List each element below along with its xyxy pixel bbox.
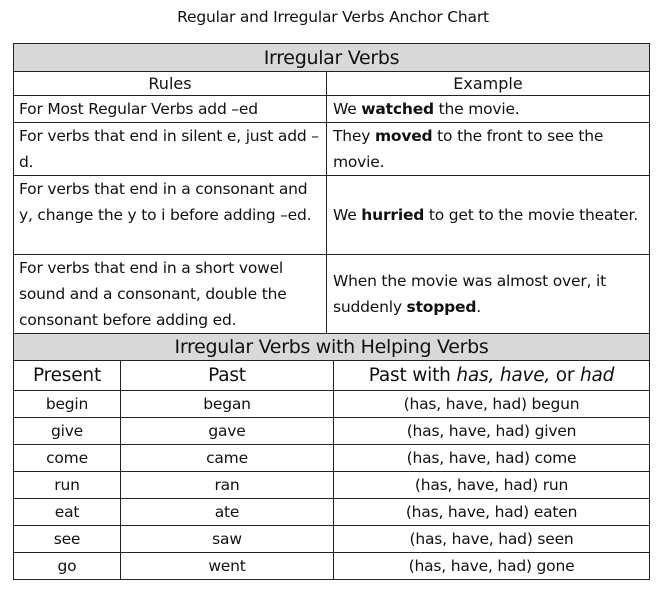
participle-cell: (has, have, had) eaten [334, 499, 650, 526]
past-cell: went [121, 553, 334, 580]
table-row [14, 553, 650, 580]
present-column-header: Present [14, 361, 121, 391]
rule-text: For Most Regular Verbs add –ed [14, 96, 327, 123]
present-cell: see [14, 526, 121, 553]
rule-row [14, 176, 650, 255]
regular-verbs-table [13, 43, 650, 334]
irregular-verbs-table [13, 333, 650, 580]
present-cell: come [14, 445, 121, 472]
table-row [14, 418, 650, 445]
rule-row [14, 123, 650, 176]
example-text: They moved to the front to see the movie. [327, 123, 650, 176]
participle-cell: (has, have, had) seen [334, 526, 650, 553]
example-text: We watched the movie. [327, 96, 650, 123]
past-cell: saw [121, 526, 334, 553]
table-row [14, 472, 650, 499]
section2-heading: Irregular Verbs with Helping Verbs [14, 334, 650, 361]
example-text: We hurried to get to the movie theater. [327, 176, 650, 255]
example-verb: moved [374, 127, 433, 145]
participle-cell: (has, have, had) begun [334, 391, 650, 418]
table-row [14, 526, 650, 553]
past-cell: began [121, 391, 334, 418]
past-cell: ran [121, 472, 334, 499]
past-with-column-header: Past with has, have, or had [334, 361, 650, 391]
example-verb: stopped [406, 298, 477, 316]
rule-row [14, 255, 650, 334]
table-row [14, 499, 650, 526]
example-verb: hurried [361, 206, 425, 224]
participle-cell: (has, have, had) come [334, 445, 650, 472]
example-verb: watched [361, 100, 434, 118]
rule-text: For verbs that end in silent e, just add –d. [14, 123, 327, 176]
present-cell: go [14, 553, 121, 580]
rules-column-header: Rules [14, 72, 327, 96]
example-column-header: Example [327, 72, 650, 96]
rule-row [14, 96, 650, 123]
section1-heading: Irregular Verbs [14, 44, 650, 72]
past-cell: gave [121, 418, 334, 445]
present-cell: give [14, 418, 121, 445]
participle-cell: (has, have, had) given [334, 418, 650, 445]
table-row [14, 391, 650, 418]
table-row [14, 445, 650, 472]
past-column-header: Past [121, 361, 334, 391]
example-text: When the movie was almost over, it suddenly stopped. [327, 255, 650, 334]
present-cell: eat [14, 499, 121, 526]
present-cell: begin [14, 391, 121, 418]
participle-cell: (has, have, had) gone [334, 553, 650, 580]
participle-cell: (has, have, had) run [334, 472, 650, 499]
past-cell: came [121, 445, 334, 472]
past-cell: ate [121, 499, 334, 526]
rule-text: For verbs that end in a short vowel sound and a consonant, double the consonant before adding ed. [14, 255, 327, 334]
present-cell: run [14, 472, 121, 499]
page-title: Regular and Irregular Verbs Anchor Chart [177, 8, 489, 26]
rule-text: For verbs that end in a consonant and y, change the y to i before adding –ed. [14, 176, 327, 255]
